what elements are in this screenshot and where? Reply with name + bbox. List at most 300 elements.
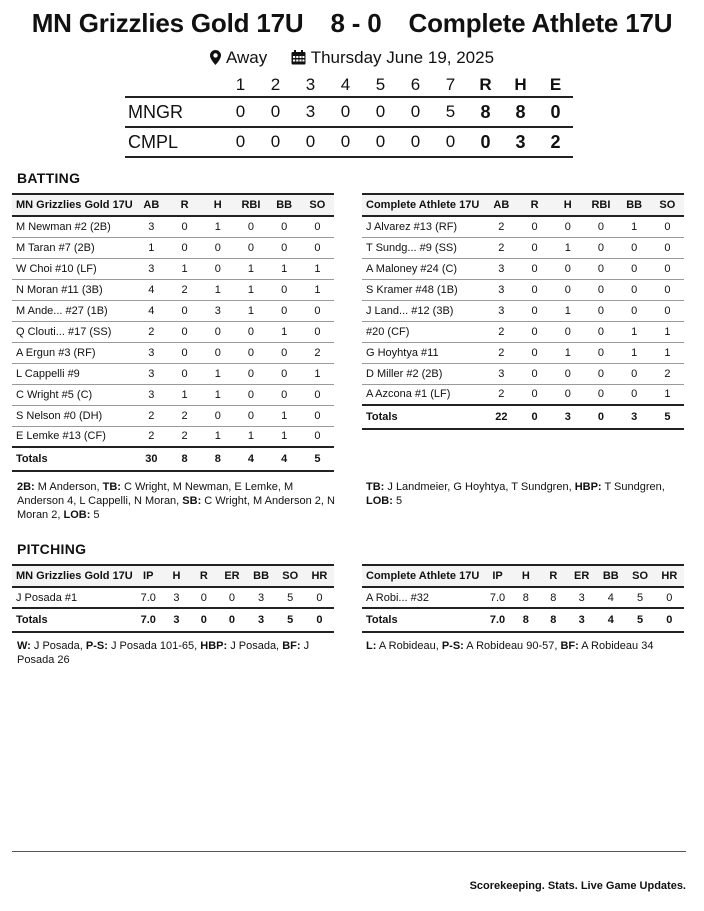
column-header-bb: BB [268, 194, 301, 216]
note-key: 2B: [17, 481, 35, 493]
stat-h: 0 [201, 237, 234, 258]
stat-hr: 0 [655, 587, 684, 608]
stat-so: 0 [301, 237, 334, 258]
stat-r: 0 [518, 321, 551, 342]
note-value: T Sundgren, [601, 481, 665, 493]
stat-bb: 0 [618, 237, 651, 258]
stat-rbi: 0 [584, 321, 617, 342]
stat-rbi: 0 [234, 363, 267, 384]
stat-r: 0 [168, 342, 201, 363]
stat-ip: 7.0 [483, 587, 512, 608]
inning-score: 0 [363, 97, 398, 127]
column-header-r: R [540, 565, 568, 587]
totals-label: Totals [362, 405, 485, 429]
stat-h: 0 [551, 216, 584, 237]
column-header-r: R [168, 194, 201, 216]
stat-so: 5 [651, 405, 684, 429]
stat-rbi: 0 [584, 216, 617, 237]
player-name: #20 (CF) [362, 321, 485, 342]
inning-1-header: 1 [235, 75, 246, 94]
stat-bb: 1 [268, 321, 301, 342]
player-name: N Moran #11 (3B) [12, 279, 135, 300]
inning-score: 0 [258, 127, 293, 157]
stat-rbi: 0 [234, 405, 267, 426]
stat-r: 2 [168, 279, 201, 300]
player-name: W Choi #10 (LF) [12, 258, 135, 279]
team-name-header: MN Grizzlies Gold 17U [12, 565, 134, 587]
inning-score: 0 [398, 127, 433, 157]
stat-ab: 2 [485, 237, 518, 258]
stat-er: 3 [567, 608, 596, 632]
stat-so: 1 [301, 258, 334, 279]
stat-bb: 4 [596, 587, 625, 608]
stat-r: 8 [540, 587, 568, 608]
away-batting-table [362, 193, 684, 430]
errors-header: E [549, 75, 562, 94]
stat-so: 5 [276, 587, 305, 608]
player-row [362, 258, 684, 279]
stat-so: 2 [651, 363, 684, 384]
stat-h: 1 [551, 237, 584, 258]
stat-bb: 1 [618, 342, 651, 363]
stat-rbi: 0 [584, 258, 617, 279]
stat-bb: 3 [247, 608, 276, 632]
inning-7-header: 7 [445, 75, 456, 94]
stat-rbi: 0 [584, 384, 617, 405]
note-value: J Posada 101-65, [107, 640, 201, 652]
note-key: HBP: [200, 640, 228, 652]
inning-score: 0 [363, 127, 398, 157]
player-name: M Newman #2 (2B) [12, 216, 135, 237]
note-value: A Robideau, [376, 640, 442, 652]
batting-section-title: BATTING [17, 170, 81, 186]
home-pitching-notes [17, 639, 337, 667]
stat-bb: 0 [268, 363, 301, 384]
player-row [362, 321, 684, 342]
stat-h: 3 [163, 608, 190, 632]
linescore-row-away [125, 127, 573, 157]
stat-bb: 1 [268, 405, 301, 426]
stat-ab: 30 [135, 447, 168, 471]
stat-ab: 4 [135, 300, 168, 321]
stat-so: 0 [301, 216, 334, 237]
inning-4-header: 4 [340, 75, 351, 94]
note-key: TB: [366, 481, 385, 493]
stat-r: 8 [540, 608, 568, 632]
player-row [362, 279, 684, 300]
stat-h: 0 [201, 405, 234, 426]
column-header-bb: BB [247, 565, 276, 587]
column-header-hr: HR [655, 565, 684, 587]
stat-ab: 2 [135, 321, 168, 342]
note-value: C Wright, M Anderson 2, N Moran 2, [17, 495, 335, 521]
team-name-header: Complete Athlete 17U [362, 194, 485, 216]
player-row [12, 300, 334, 321]
player-row [362, 363, 684, 384]
runs-header: R [479, 75, 492, 94]
stat-ab: 3 [485, 363, 518, 384]
player-name: G Hoyhtya #11 [362, 342, 485, 363]
stat-so: 0 [651, 258, 684, 279]
stat-bb: 0 [618, 363, 651, 384]
linescore-table [125, 74, 573, 158]
note-value: J Landmeier, G Hoyhtya, T Sundgren, [384, 481, 575, 493]
note-key: W: [17, 640, 31, 652]
away-team-name: Complete Athlete 17U [408, 8, 673, 38]
team-name-header: Complete Athlete 17U [362, 565, 483, 587]
stat-hr: 0 [305, 608, 334, 632]
totals-row [362, 608, 684, 632]
player-row [12, 363, 334, 384]
errors-total: 0 [538, 97, 573, 127]
stat-rbi: 0 [584, 363, 617, 384]
stat-r: 1 [168, 258, 201, 279]
linescore-header [125, 74, 573, 97]
stat-so: 0 [651, 216, 684, 237]
inning-score: 0 [223, 97, 258, 127]
stat-rbi: 0 [234, 342, 267, 363]
stat-h: 0 [201, 258, 234, 279]
stat-r: 0 [518, 258, 551, 279]
inning-score: 0 [328, 127, 363, 157]
calendar-icon [291, 50, 306, 70]
player-row [362, 587, 684, 608]
column-header-ab: AB [485, 194, 518, 216]
stat-h: 3 [163, 587, 190, 608]
note-value: A Robideau 90-57, [463, 640, 561, 652]
note-key: L: [366, 640, 377, 652]
stat-bb: 3 [247, 587, 276, 608]
stat-er: 0 [217, 608, 246, 632]
stat-r: 0 [168, 237, 201, 258]
table-header [362, 565, 684, 587]
stat-ab: 3 [135, 384, 168, 405]
player-row [362, 300, 684, 321]
stat-ab: 3 [135, 258, 168, 279]
stat-r: 0 [168, 363, 201, 384]
stat-bb: 0 [618, 300, 651, 321]
totals-label: Totals [362, 608, 483, 632]
stat-h: 3 [551, 405, 584, 429]
note-value: J Posada, [227, 640, 283, 652]
player-name: D Miller #2 (2B) [362, 363, 485, 384]
stat-so: 0 [301, 384, 334, 405]
inning-score: 0 [293, 127, 328, 157]
stat-bb: 3 [618, 405, 651, 429]
stat-rbi: 0 [584, 405, 617, 429]
player-name: S Kramer #48 (1B) [362, 279, 485, 300]
column-header-rbi: RBI [234, 194, 267, 216]
stat-ab: 3 [485, 258, 518, 279]
note-value: 5 [392, 495, 403, 507]
table-header [362, 194, 684, 216]
stat-bb: 1 [618, 321, 651, 342]
stat-rbi: 0 [234, 321, 267, 342]
stat-ip: 7.0 [483, 608, 512, 632]
player-row [362, 342, 684, 363]
runs-total: 0 [468, 127, 503, 157]
stat-so: 0 [651, 237, 684, 258]
stat-rbi: 0 [584, 237, 617, 258]
column-header-h: H [512, 565, 540, 587]
hits-header: H [514, 75, 527, 94]
team-abbr: CMPL [125, 127, 223, 157]
stat-ab: 3 [485, 279, 518, 300]
player-row [12, 321, 334, 342]
stat-ab: 3 [135, 216, 168, 237]
stat-bb: 0 [618, 384, 651, 405]
stat-bb: 0 [268, 342, 301, 363]
team-abbr: MNGR [125, 97, 223, 127]
home-pitching-table [12, 564, 334, 633]
inning-score: 5 [433, 97, 468, 127]
stat-h: 0 [551, 258, 584, 279]
player-row [362, 216, 684, 237]
inning-6-header: 6 [410, 75, 421, 94]
stat-h: 3 [201, 300, 234, 321]
stat-r: 0 [190, 608, 217, 632]
inning-score: 0 [258, 97, 293, 127]
footer-divider [12, 851, 686, 852]
stat-bb: 0 [268, 384, 301, 405]
stat-h: 8 [512, 587, 540, 608]
hits-total: 3 [503, 127, 538, 157]
note-value: J Posada 26 [17, 640, 310, 666]
note-key: BF: [560, 640, 579, 652]
player-name: J Alvarez #13 (RF) [362, 216, 485, 237]
stat-rbi: 0 [234, 384, 267, 405]
column-header-ip: IP [134, 565, 163, 587]
totals-label: Totals [12, 447, 135, 471]
note-key: P-S: [441, 640, 464, 652]
player-name: A Robi... #32 [362, 587, 483, 608]
stat-r: 8 [168, 447, 201, 471]
stat-rbi: 0 [234, 237, 267, 258]
stat-rbi: 1 [234, 258, 267, 279]
stat-h: 0 [551, 279, 584, 300]
stat-h: 0 [551, 363, 584, 384]
column-header-h: H [163, 565, 190, 587]
stat-r: 0 [518, 363, 551, 384]
stat-r: 0 [518, 216, 551, 237]
stat-rbi: 0 [584, 342, 617, 363]
totals-label: Totals [12, 608, 134, 632]
stat-rbi: 0 [584, 279, 617, 300]
stat-so: 0 [301, 300, 334, 321]
stat-r: 0 [518, 405, 551, 429]
player-row [12, 426, 334, 447]
note-key: LOB: [63, 509, 91, 521]
location-pin-icon [210, 50, 221, 70]
stat-h: 1 [201, 279, 234, 300]
game-info [0, 48, 704, 70]
stat-so: 0 [301, 321, 334, 342]
runs-total: 8 [468, 97, 503, 127]
note-key: LOB: [366, 495, 393, 507]
stat-bb: 4 [596, 608, 625, 632]
stat-r: 0 [518, 384, 551, 405]
column-header-h: H [551, 194, 584, 216]
table-header [12, 565, 334, 587]
player-name: J Land... #12 (3B) [362, 300, 485, 321]
player-name: M Ande... #27 (1B) [12, 300, 135, 321]
away-batting-notes [366, 480, 686, 508]
column-header-hr: HR [305, 565, 334, 587]
player-row [12, 384, 334, 405]
player-row [12, 258, 334, 279]
column-header-ip: IP [483, 565, 512, 587]
stat-ab: 2 [135, 426, 168, 447]
game-location: Away [225, 48, 268, 67]
column-header-bb: BB [618, 194, 651, 216]
stat-so: 5 [625, 587, 654, 608]
stat-so: 5 [276, 608, 305, 632]
stat-rbi: 1 [234, 279, 267, 300]
player-row [12, 216, 334, 237]
stat-er: 3 [567, 587, 596, 608]
note-value: M Anderson, [34, 481, 103, 493]
player-row [12, 342, 334, 363]
note-key: P-S: [85, 640, 108, 652]
stat-h: 0 [201, 342, 234, 363]
inning-score: 0 [223, 127, 258, 157]
stat-bb: 1 [268, 258, 301, 279]
stat-ip: 7.0 [134, 608, 163, 632]
stat-hr: 0 [305, 587, 334, 608]
column-header-so: SO [625, 565, 654, 587]
stat-r: 0 [518, 279, 551, 300]
away-pitching-notes [366, 639, 686, 653]
stat-bb: 4 [268, 447, 301, 471]
note-key: HBP: [574, 481, 602, 493]
team-name-header: MN Grizzlies Gold 17U [12, 194, 135, 216]
note-key: TB: [102, 481, 121, 493]
note-value: 5 [90, 509, 100, 521]
stat-h: 1 [201, 426, 234, 447]
inning-3-header: 3 [305, 75, 316, 94]
player-name: A Azcona #1 (LF) [362, 384, 485, 405]
game-title [0, 8, 704, 39]
stat-r: 0 [518, 342, 551, 363]
stat-ab: 3 [135, 363, 168, 384]
stat-bb: 0 [268, 300, 301, 321]
stat-ab: 2 [485, 321, 518, 342]
stat-so: 1 [651, 384, 684, 405]
inning-5-header: 5 [375, 75, 386, 94]
stat-so: 1 [651, 342, 684, 363]
player-name: J Posada #1 [12, 587, 134, 608]
column-header-bb: BB [596, 565, 625, 587]
footer-tagline: Scorekeeping. Stats. Live Game Updates. [469, 880, 686, 892]
player-row [362, 384, 684, 405]
column-header-so: SO [301, 194, 334, 216]
stat-h: 0 [551, 321, 584, 342]
note-value: A Robideau 34 [578, 640, 654, 652]
inning-score: 0 [328, 97, 363, 127]
stat-h: 1 [201, 384, 234, 405]
column-header-r: R [190, 565, 217, 587]
note-value: C Wright, M Newman, E Lemke, M Anderson 4, L Cappelli, N Moran, [17, 481, 294, 507]
stat-so: 5 [301, 447, 334, 471]
stat-r: 0 [168, 300, 201, 321]
player-row [12, 405, 334, 426]
player-name: L Cappelli #9 [12, 363, 135, 384]
note-key: SB: [182, 495, 202, 507]
column-header-h: H [201, 194, 234, 216]
stat-ab: 2 [485, 384, 518, 405]
stat-bb: 0 [618, 258, 651, 279]
stat-bb: 0 [268, 279, 301, 300]
inning-score: 0 [398, 97, 433, 127]
errors-total: 2 [538, 127, 573, 157]
stat-bb: 0 [268, 237, 301, 258]
stat-ab: 3 [485, 300, 518, 321]
player-name: M Taran #7 (2B) [12, 237, 135, 258]
totals-row [12, 447, 334, 471]
totals-row [12, 608, 334, 632]
stat-h: 0 [201, 321, 234, 342]
inning-2-header: 2 [270, 75, 281, 94]
stat-rbi: 1 [234, 426, 267, 447]
column-header-r: R [518, 194, 551, 216]
column-header-er: ER [567, 565, 596, 587]
stat-r: 1 [168, 384, 201, 405]
stat-rbi: 4 [234, 447, 267, 471]
home-batting-notes [17, 480, 337, 522]
stat-r: 0 [190, 587, 217, 608]
stat-bb: 0 [618, 279, 651, 300]
home-team-name: MN Grizzlies Gold 17U [31, 8, 304, 38]
stat-ip: 7.0 [134, 587, 163, 608]
player-name: S Nelson #0 (DH) [12, 405, 135, 426]
stat-ab: 4 [135, 279, 168, 300]
stat-so: 0 [651, 300, 684, 321]
stat-r: 2 [168, 405, 201, 426]
home-batting-table [12, 193, 334, 472]
column-header-er: ER [217, 565, 246, 587]
player-name: A Maloney #24 (C) [362, 258, 485, 279]
column-header-rbi: RBI [584, 194, 617, 216]
stat-r: 0 [168, 216, 201, 237]
stat-er: 0 [217, 587, 246, 608]
player-name: Q Clouti... #17 (SS) [12, 321, 135, 342]
stat-h: 1 [201, 363, 234, 384]
game-date: Thursday June 19, 2025 [310, 48, 495, 67]
table-header [12, 194, 334, 216]
stat-ab: 1 [135, 237, 168, 258]
totals-row [362, 405, 684, 429]
final-score: 8 - 0 [330, 8, 382, 38]
column-header-so: SO [276, 565, 305, 587]
player-row [12, 279, 334, 300]
stat-h: 1 [201, 216, 234, 237]
player-row [12, 237, 334, 258]
column-header-ab: AB [135, 194, 168, 216]
note-value: J Posada, [30, 640, 86, 652]
stat-r: 0 [518, 237, 551, 258]
stat-h: 0 [551, 384, 584, 405]
stat-r: 2 [168, 426, 201, 447]
stat-so: 5 [625, 608, 654, 632]
stat-h: 8 [512, 608, 540, 632]
stat-so: 0 [301, 405, 334, 426]
stat-bb: 0 [268, 216, 301, 237]
stat-rbi: 1 [234, 300, 267, 321]
stat-rbi: 0 [234, 216, 267, 237]
stat-r: 0 [168, 321, 201, 342]
inning-score: 3 [293, 97, 328, 127]
stat-so: 0 [651, 279, 684, 300]
